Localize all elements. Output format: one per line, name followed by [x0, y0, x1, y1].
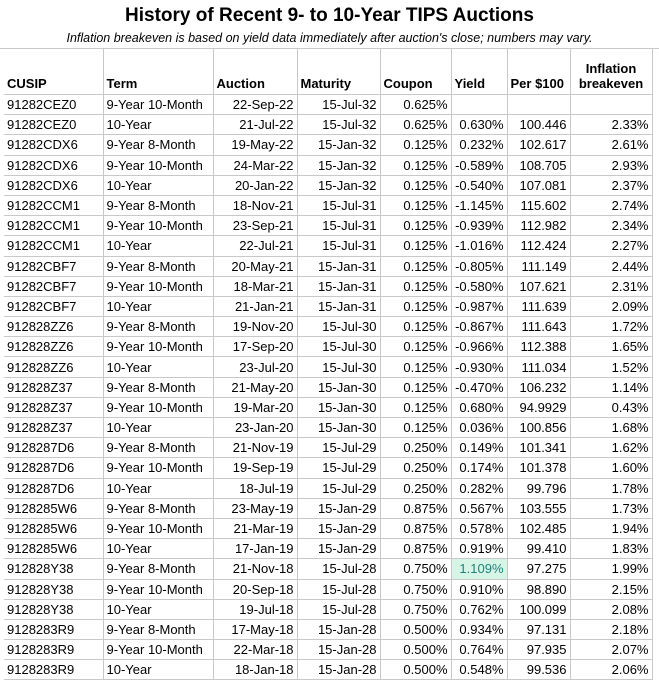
cell-auction[interactable]: 22-Jul-21 [213, 236, 297, 256]
cell-term[interactable]: 9-Year 10-Month [103, 397, 213, 417]
cell-inflation-breakeven[interactable]: 1.73% [570, 498, 652, 518]
cell-price[interactable] [507, 95, 570, 115]
cell-yield[interactable]: -0.805% [451, 256, 507, 276]
header-inflation-breakeven[interactable]: Inflation breakeven [570, 49, 652, 95]
cell-auction[interactable]: 19-Mar-20 [213, 397, 297, 417]
cell-yield[interactable]: -0.987% [451, 296, 507, 316]
cell-term[interactable]: 9-Year 10-Month [103, 155, 213, 175]
cell-term[interactable]: 9-Year 8-Month [103, 559, 213, 579]
cell-coupon[interactable]: 0.125% [380, 337, 451, 357]
cell-cusip[interactable]: 91282CCM1 [4, 195, 103, 215]
cell-price[interactable]: 97.131 [507, 619, 570, 639]
cell-term[interactable]: 9-Year 8-Month [103, 438, 213, 458]
table-row [4, 498, 652, 518]
cell-term[interactable]: 9-Year 10-Month [103, 579, 213, 599]
table-row [4, 236, 652, 256]
cell-auction[interactable]: 24-Mar-22 [213, 155, 297, 175]
cell-maturity[interactable]: 15-Jan-30 [297, 377, 380, 397]
cell-term[interactable]: 9-Year 10-Month [103, 458, 213, 478]
cell-coupon[interactable]: 0.125% [380, 397, 451, 417]
cell-cusip[interactable]: 912828ZZ6 [4, 337, 103, 357]
cell-price[interactable]: 107.621 [507, 276, 570, 296]
cell-cusip[interactable]: 912828Y38 [4, 579, 103, 599]
table-row [4, 640, 652, 660]
cell-auction[interactable]: 19-Jul-18 [213, 599, 297, 619]
table-row [4, 418, 652, 438]
cell-auction[interactable]: 17-May-18 [213, 619, 297, 639]
cell-maturity[interactable]: 15-Jul-32 [297, 115, 380, 135]
cell-inflation-breakeven[interactable]: 2.15% [570, 579, 652, 599]
cell-coupon[interactable]: 0.125% [380, 276, 451, 296]
table-row [4, 115, 652, 135]
cell-term[interactable]: 9-Year 10-Month [103, 276, 213, 296]
cell-term[interactable]: 10-Year [103, 539, 213, 559]
cell-price[interactable]: 99.410 [507, 539, 570, 559]
cell-yield[interactable] [451, 95, 507, 115]
cell-term[interactable]: 9-Year 10-Month [103, 216, 213, 236]
table-row [4, 397, 652, 417]
cell-auction[interactable]: 19-May-22 [213, 135, 297, 155]
cell-auction[interactable]: 22-Sep-22 [213, 95, 297, 115]
cell-maturity[interactable]: 15-Jan-30 [297, 418, 380, 438]
cell-coupon[interactable]: 0.125% [380, 175, 451, 195]
table-row [4, 438, 652, 458]
cell-inflation-breakeven[interactable]: 2.93% [570, 155, 652, 175]
table-row [4, 135, 652, 155]
cell-term[interactable]: 10-Year [103, 478, 213, 498]
cell-price[interactable]: 97.275 [507, 559, 570, 579]
cell-maturity[interactable]: 15-Jan-31 [297, 296, 380, 316]
cell-inflation-breakeven[interactable]: 2.33% [570, 115, 652, 135]
cell-coupon[interactable]: 0.125% [380, 216, 451, 236]
cell-term[interactable]: 10-Year [103, 418, 213, 438]
cell-maturity[interactable]: 15-Jul-29 [297, 478, 380, 498]
cell-price[interactable]: 99.536 [507, 660, 570, 680]
cell-inflation-breakeven[interactable]: 1.94% [570, 518, 652, 538]
cell-maturity[interactable]: 15-Jul-32 [297, 95, 380, 115]
cell-yield[interactable]: 0.232% [451, 135, 507, 155]
cell-term[interactable]: 9-Year 8-Month [103, 256, 213, 276]
cell-cusip[interactable]: 91282CBF7 [4, 296, 103, 316]
cell-maturity[interactable]: 15-Jan-29 [297, 539, 380, 559]
header-row [4, 49, 652, 95]
cell-inflation-breakeven[interactable]: 1.72% [570, 317, 652, 337]
table-row [4, 175, 652, 195]
cell-inflation-breakeven[interactable]: 1.65% [570, 337, 652, 357]
cell-yield[interactable]: 0.764% [451, 640, 507, 660]
cell-coupon[interactable]: 0.250% [380, 438, 451, 458]
cell-price[interactable]: 112.424 [507, 236, 570, 256]
cell-price[interactable]: 111.643 [507, 317, 570, 337]
cell-yield[interactable]: -0.867% [451, 317, 507, 337]
cell-auction[interactable]: 23-May-19 [213, 498, 297, 518]
cell-inflation-breakeven[interactable]: 2.07% [570, 640, 652, 660]
cell-cusip[interactable]: 9128287D6 [4, 458, 103, 478]
cell-coupon[interactable]: 0.625% [380, 115, 451, 135]
cell-auction[interactable]: 21-Jan-21 [213, 296, 297, 316]
cell-auction[interactable]: 21-Mar-19 [213, 518, 297, 538]
cell-cusip[interactable]: 91282CDX6 [4, 155, 103, 175]
table-row [4, 357, 652, 377]
table-row [4, 579, 652, 599]
cell-auction[interactable]: 21-May-20 [213, 377, 297, 397]
cell-inflation-breakeven[interactable]: 1.78% [570, 478, 652, 498]
cell-coupon[interactable]: 0.750% [380, 559, 451, 579]
cell-inflation-breakeven[interactable]: 2.18% [570, 619, 652, 639]
cell-yield[interactable]: 0.174% [451, 458, 507, 478]
cell-inflation-breakeven[interactable]: 1.83% [570, 539, 652, 559]
cell-yield[interactable]: 0.680% [451, 397, 507, 417]
cell-term[interactable]: 10-Year [103, 115, 213, 135]
header-auction[interactable]: Auction [213, 49, 297, 95]
header-maturity[interactable]: Maturity [297, 49, 380, 95]
cell-maturity[interactable]: 15-Jan-31 [297, 256, 380, 276]
cell-coupon[interactable]: 0.500% [380, 660, 451, 680]
cell-term[interactable]: 9-Year 8-Month [103, 619, 213, 639]
cell-maturity[interactable]: 15-Jan-28 [297, 640, 380, 660]
cell-coupon[interactable]: 0.500% [380, 640, 451, 660]
cell-price[interactable]: 101.378 [507, 458, 570, 478]
cell-inflation-breakeven[interactable]: 1.62% [570, 438, 652, 458]
cell-coupon[interactable]: 0.250% [380, 458, 451, 478]
cell-term[interactable]: 10-Year [103, 357, 213, 377]
table-row [4, 276, 652, 296]
cell-cusip[interactable]: 91282CBF7 [4, 256, 103, 276]
cell-price[interactable]: 103.555 [507, 498, 570, 518]
cell-cusip[interactable]: 91282CCM1 [4, 236, 103, 256]
cell-maturity[interactable]: 15-Jul-28 [297, 579, 380, 599]
cell-coupon[interactable]: 0.125% [380, 236, 451, 256]
cell-price[interactable]: 107.081 [507, 175, 570, 195]
cell-term[interactable]: 9-Year 8-Month [103, 498, 213, 518]
cell-cusip[interactable]: 9128283R9 [4, 640, 103, 660]
cell-inflation-breakeven[interactable]: 2.27% [570, 236, 652, 256]
cell-term[interactable]: 10-Year [103, 599, 213, 619]
table-row [4, 518, 652, 538]
cell-price[interactable]: 102.617 [507, 135, 570, 155]
header-term[interactable]: Term [103, 49, 213, 95]
cell-term[interactable]: 10-Year [103, 296, 213, 316]
cell-auction[interactable]: 21-Nov-18 [213, 559, 297, 579]
cell-yield[interactable]: 0.282% [451, 478, 507, 498]
cell-maturity[interactable]: 15-Jul-29 [297, 438, 380, 458]
cell-coupon[interactable]: 0.500% [380, 619, 451, 639]
table-row [4, 216, 652, 236]
cell-maturity[interactable]: 15-Jul-31 [297, 216, 380, 236]
cell-auction[interactable]: 21-Jul-22 [213, 115, 297, 135]
cell-inflation-breakeven[interactable]: 2.08% [570, 599, 652, 619]
cell-term[interactable]: 10-Year [103, 175, 213, 195]
cell-auction[interactable]: 20-May-21 [213, 256, 297, 276]
table-row [4, 317, 652, 337]
cell-cusip[interactable]: 9128285W6 [4, 498, 103, 518]
table-row [4, 619, 652, 639]
cell-maturity[interactable]: 15-Jan-30 [297, 397, 380, 417]
cell-coupon[interactable]: 0.125% [380, 296, 451, 316]
cell-inflation-breakeven[interactable]: 2.09% [570, 296, 652, 316]
cell-yield[interactable]: 1.109% [451, 559, 507, 579]
cell-cusip[interactable]: 912828Z37 [4, 418, 103, 438]
cell-term[interactable]: 9-Year 8-Month [103, 377, 213, 397]
cell-auction[interactable]: 18-Jan-18 [213, 660, 297, 680]
cell-coupon[interactable]: 0.625% [380, 95, 451, 115]
cell-auction[interactable]: 23-Jul-20 [213, 357, 297, 377]
cell-cusip[interactable]: 9128283R9 [4, 619, 103, 639]
cell-maturity[interactable]: 15-Jul-29 [297, 458, 380, 478]
cell-cusip[interactable]: 912828Z37 [4, 377, 103, 397]
cell-yield[interactable]: 0.578% [451, 518, 507, 538]
cell-cusip[interactable]: 9128285W6 [4, 539, 103, 559]
cell-maturity[interactable]: 15-Jan-29 [297, 518, 380, 538]
cell-coupon[interactable]: 0.125% [380, 195, 451, 215]
cell-coupon[interactable]: 0.750% [380, 579, 451, 599]
cell-inflation-breakeven[interactable]: 1.99% [570, 559, 652, 579]
table-row [4, 296, 652, 316]
cell-auction[interactable]: 17-Jan-19 [213, 539, 297, 559]
cell-inflation-breakeven[interactable]: 1.14% [570, 377, 652, 397]
cell-auction[interactable]: 19-Sep-19 [213, 458, 297, 478]
cell-price[interactable]: 111.149 [507, 256, 570, 276]
cell-price[interactable]: 111.639 [507, 296, 570, 316]
table-row [4, 195, 652, 215]
cell-yield[interactable]: 0.149% [451, 438, 507, 458]
page-title: History of Recent 9- to 10-Year TIPS Auctions [125, 5, 534, 26]
cell-term[interactable]: 9-Year 8-Month [103, 135, 213, 155]
header-cusip[interactable]: CUSIP [4, 49, 103, 95]
cell-term[interactable]: 9-Year 10-Month [103, 95, 213, 115]
cell-cusip[interactable]: 91282CCM1 [4, 216, 103, 236]
cell-maturity[interactable]: 15-Jan-32 [297, 135, 380, 155]
cell-auction[interactable]: 18-Jul-19 [213, 478, 297, 498]
cell-auction[interactable]: 21-Nov-19 [213, 438, 297, 458]
header-price[interactable]: Per $100 [507, 49, 570, 95]
table-row [4, 660, 652, 680]
cell-auction[interactable]: 19-Nov-20 [213, 317, 297, 337]
cell-coupon[interactable]: 0.125% [380, 357, 451, 377]
cell-inflation-breakeven[interactable]: 1.52% [570, 357, 652, 377]
cell-inflation-breakeven[interactable]: 2.31% [570, 276, 652, 296]
cell-price[interactable]: 115.602 [507, 195, 570, 215]
table-row [4, 95, 652, 115]
cell-inflation-breakeven[interactable] [570, 95, 652, 115]
cell-cusip[interactable]: 9128285W6 [4, 518, 103, 538]
cell-coupon[interactable]: 0.125% [380, 377, 451, 397]
cell-cusip[interactable]: 9128287D6 [4, 478, 103, 498]
cell-maturity[interactable]: 15-Jan-31 [297, 276, 380, 296]
cell-price[interactable]: 98.890 [507, 579, 570, 599]
cell-maturity[interactable]: 15-Jul-28 [297, 599, 380, 619]
cell-yield[interactable]: -1.145% [451, 195, 507, 215]
cell-price[interactable]: 111.034 [507, 357, 570, 377]
cell-coupon[interactable]: 0.750% [380, 599, 451, 619]
cell-coupon[interactable]: 0.125% [380, 256, 451, 276]
table-row [4, 559, 652, 579]
table-row [4, 256, 652, 276]
cell-coupon[interactable]: 0.125% [380, 418, 451, 438]
cell-price[interactable]: 101.341 [507, 438, 570, 458]
cell-price[interactable]: 94.9929 [507, 397, 570, 417]
cell-price[interactable]: 106.232 [507, 377, 570, 397]
cell-yield[interactable]: -0.470% [451, 377, 507, 397]
cell-price[interactable]: 100.856 [507, 418, 570, 438]
cell-auction[interactable]: 23-Sep-21 [213, 216, 297, 236]
cell-inflation-breakeven[interactable]: 2.74% [570, 195, 652, 215]
table-row [4, 599, 652, 619]
cell-maturity[interactable]: 15-Jul-30 [297, 357, 380, 377]
cell-term[interactable]: 9-Year 8-Month [103, 195, 213, 215]
cell-coupon[interactable]: 0.875% [380, 539, 451, 559]
cell-yield[interactable]: 0.630% [451, 115, 507, 135]
cell-yield[interactable]: 0.910% [451, 579, 507, 599]
cell-inflation-breakeven[interactable]: 1.60% [570, 458, 652, 478]
cell-cusip[interactable]: 91282CBF7 [4, 276, 103, 296]
table-row [4, 155, 652, 175]
cell-price[interactable]: 108.705 [507, 155, 570, 175]
cell-coupon[interactable]: 0.250% [380, 478, 451, 498]
cell-cusip[interactable]: 91282CDX6 [4, 175, 103, 195]
cell-auction[interactable]: 23-Jan-20 [213, 418, 297, 438]
table-row [4, 458, 652, 478]
header-yield[interactable]: Yield [451, 49, 507, 95]
cell-auction[interactable]: 20-Sep-18 [213, 579, 297, 599]
cell-price[interactable]: 100.099 [507, 599, 570, 619]
cell-maturity[interactable]: 15-Jan-32 [297, 155, 380, 175]
cell-yield[interactable]: 0.548% [451, 660, 507, 680]
cell-cusip[interactable]: 91282CEZ0 [4, 95, 103, 115]
header-coupon[interactable]: Coupon [380, 49, 451, 95]
cell-cusip[interactable]: 91282CDX6 [4, 135, 103, 155]
cell-cusip[interactable]: 91282CEZ0 [4, 115, 103, 135]
cell-price[interactable]: 97.935 [507, 640, 570, 660]
cell-term[interactable]: 9-Year 8-Month [103, 317, 213, 337]
cell-inflation-breakeven[interactable]: 2.37% [570, 175, 652, 195]
table-row [4, 377, 652, 397]
cell-term[interactable]: 10-Year [103, 660, 213, 680]
cell-inflation-breakeven[interactable]: 2.06% [570, 660, 652, 680]
cell-inflation-breakeven[interactable]: 2.44% [570, 256, 652, 276]
cell-maturity[interactable]: 15-Jan-29 [297, 498, 380, 518]
cell-auction[interactable]: 18-Mar-21 [213, 276, 297, 296]
cell-yield[interactable]: 0.567% [451, 498, 507, 518]
cell-yield[interactable]: -0.589% [451, 155, 507, 175]
cell-inflation-breakeven[interactable]: 1.68% [570, 418, 652, 438]
cell-maturity[interactable]: 15-Jan-32 [297, 175, 380, 195]
cell-yield[interactable]: -1.016% [451, 236, 507, 256]
cell-term[interactable]: 9-Year 10-Month [103, 337, 213, 357]
cell-coupon[interactable]: 0.125% [380, 135, 451, 155]
cell-maturity[interactable]: 15-Jul-30 [297, 337, 380, 357]
table-row [4, 539, 652, 559]
cell-coupon[interactable]: 0.125% [380, 155, 451, 175]
cell-coupon[interactable]: 0.875% [380, 498, 451, 518]
cell-cusip[interactable]: 912828Y38 [4, 599, 103, 619]
table-row [4, 337, 652, 357]
cell-maturity[interactable]: 15-Jan-28 [297, 660, 380, 680]
cell-yield[interactable]: -0.966% [451, 337, 507, 357]
cell-maturity[interactable]: 15-Jul-31 [297, 195, 380, 215]
cell-maturity[interactable]: 15-Jan-28 [297, 619, 380, 639]
cell-cusip[interactable]: 912828ZZ6 [4, 357, 103, 377]
cell-price[interactable]: 99.796 [507, 478, 570, 498]
cell-yield[interactable]: -0.939% [451, 216, 507, 236]
cell-inflation-breakeven[interactable]: 2.34% [570, 216, 652, 236]
cell-term[interactable]: 9-Year 10-Month [103, 640, 213, 660]
cell-auction[interactable]: 20-Jan-22 [213, 175, 297, 195]
cell-price[interactable]: 112.388 [507, 337, 570, 357]
cell-term[interactable]: 9-Year 10-Month [103, 518, 213, 538]
cell-term[interactable]: 10-Year [103, 236, 213, 256]
page-subtitle: Inflation breakeven is based on yield data immediately after auction's close; numbers may vary. [0, 30, 659, 49]
table-row [4, 478, 652, 498]
cell-auction[interactable]: 22-Mar-18 [213, 640, 297, 660]
cell-yield[interactable]: -0.580% [451, 276, 507, 296]
cell-cusip[interactable]: 912828ZZ6 [4, 317, 103, 337]
cell-price[interactable]: 102.485 [507, 518, 570, 538]
cell-yield[interactable]: -0.540% [451, 175, 507, 195]
cell-maturity[interactable]: 15-Jul-28 [297, 559, 380, 579]
cell-cusip[interactable]: 9128287D6 [4, 438, 103, 458]
cell-coupon[interactable]: 0.875% [380, 518, 451, 538]
cell-yield[interactable]: 0.762% [451, 599, 507, 619]
cell-cusip[interactable]: 9128283R9 [4, 660, 103, 680]
cell-yield[interactable]: -0.930% [451, 357, 507, 377]
cell-cusip[interactable]: 912828Z37 [4, 397, 103, 417]
cell-inflation-breakeven[interactable]: 0.43% [570, 397, 652, 417]
cell-coupon[interactable]: 0.125% [380, 317, 451, 337]
cell-auction[interactable]: 18-Nov-21 [213, 195, 297, 215]
cell-inflation-breakeven[interactable]: 2.61% [570, 135, 652, 155]
cell-yield[interactable]: 0.036% [451, 418, 507, 438]
tips-auction-table [4, 49, 653, 680]
cell-maturity[interactable]: 15-Jul-31 [297, 236, 380, 256]
cell-price[interactable]: 100.446 [507, 115, 570, 135]
cell-maturity[interactable]: 15-Jul-30 [297, 317, 380, 337]
cell-cusip[interactable]: 912828Y38 [4, 559, 103, 579]
cell-yield[interactable]: 0.919% [451, 539, 507, 559]
cell-auction[interactable]: 17-Sep-20 [213, 337, 297, 357]
cell-yield[interactable]: 0.934% [451, 619, 507, 639]
cell-price[interactable]: 112.982 [507, 216, 570, 236]
